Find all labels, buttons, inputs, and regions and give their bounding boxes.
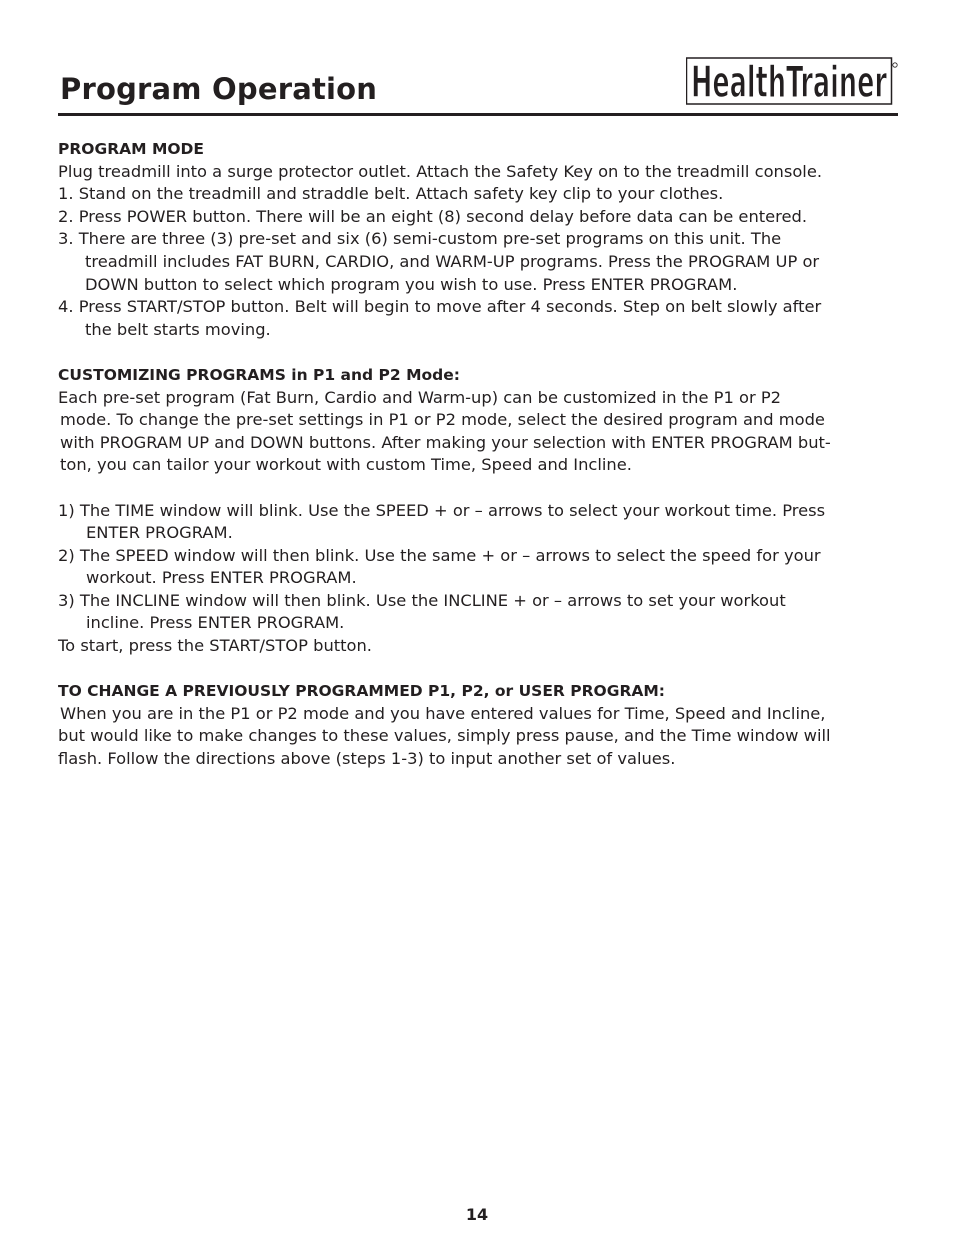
customizing-step-1: 1) The TIME window will blink. Use the SPEED + or – arrows to select your workout time. Press ENTER PROGRAM. (58, 500, 826, 543)
customizing-heading: CUSTOMIZING PROGRAMS in P1 and P2 Mode: (58, 365, 460, 384)
change-program-heading: TO CHANGE A PREVIOUSLY PROGRAMMED P1, P2, or USER PROGRAM: (58, 682, 666, 701)
program-mode-step-3: 3. There are three (3) pre-set and six (6) semi-custom pre-set programs on this unit. The treadmill includes FAT BURN, CARDIO, and WARM-UP programs. Press the PROGRAM UP or DOWN button to select which program you wish to use. Press ENTER PROGRAM. (58, 229, 820, 294)
customizing-paragraph: Each pre-set program (Fat Burn, Cardio and Warm-up) can be customized in the P1 or P2 mode. To change the pre-set settings in P1 or P2 mode, select the desired program and mode with PROGRAM UP and DOWN buttons. After making your selection with ENTER PROGRAM but- ton, you can tailor your workout with custom Time, Speed and Incline. (58, 387, 831, 475)
program-mode-heading: PROGRAM MODE (58, 140, 205, 158)
page-number: 14 (465, 1205, 489, 1224)
change-program-paragraph: When you are in the P1 or P2 mode and you have entered values for Time, Speed and Incline, but would like to make changes to these values, simply press pause, and the Time window will flash. Follow the directions above (steps 1-3) to input another set of values. (58, 703, 831, 769)
header-divider (58, 113, 898, 116)
program-mode-step-1: 1. Stand on the treadmill and straddle belt. Attach safety key clip to your clothes. (58, 184, 724, 204)
healthtrainer-logo (686, 52, 898, 106)
page-title: Program Operation (60, 72, 378, 106)
healthtrainer-logo-mark (686, 52, 898, 106)
spacer (58, 658, 898, 681)
logo-wordmark: HealthTrainer (691, 57, 888, 106)
program-mode-intro: Plug treadmill into a surge protector outlet. Attach the Safety Key on to the treadmill console. (58, 161, 823, 181)
page-body (58, 138, 898, 771)
spacer (58, 477, 898, 500)
customizing-step-2: 2) The SPEED window will then blink. Use the same + or – arrows to select the speed for your workout. Press ENTER PROGRAM. (58, 545, 821, 588)
spacer (58, 341, 898, 364)
program-mode-step-4: 4. Press START/STOP button. Belt will begin to move after 4 seconds. Step on belt slowly after the belt starts moving. (58, 297, 822, 339)
customizing-closing: To start, press the START/STOP button. (58, 636, 372, 656)
customizing-step-3: 3) The INCLINE window will then blink. Use the INCLINE + or – arrows to set your workout incline. Press ENTER PROGRAM. (58, 590, 786, 633)
program-mode-step-2: 2. Press POWER button. There will be an eight (8) second delay before data can be entered. (58, 206, 808, 226)
page-header (58, 52, 898, 114)
